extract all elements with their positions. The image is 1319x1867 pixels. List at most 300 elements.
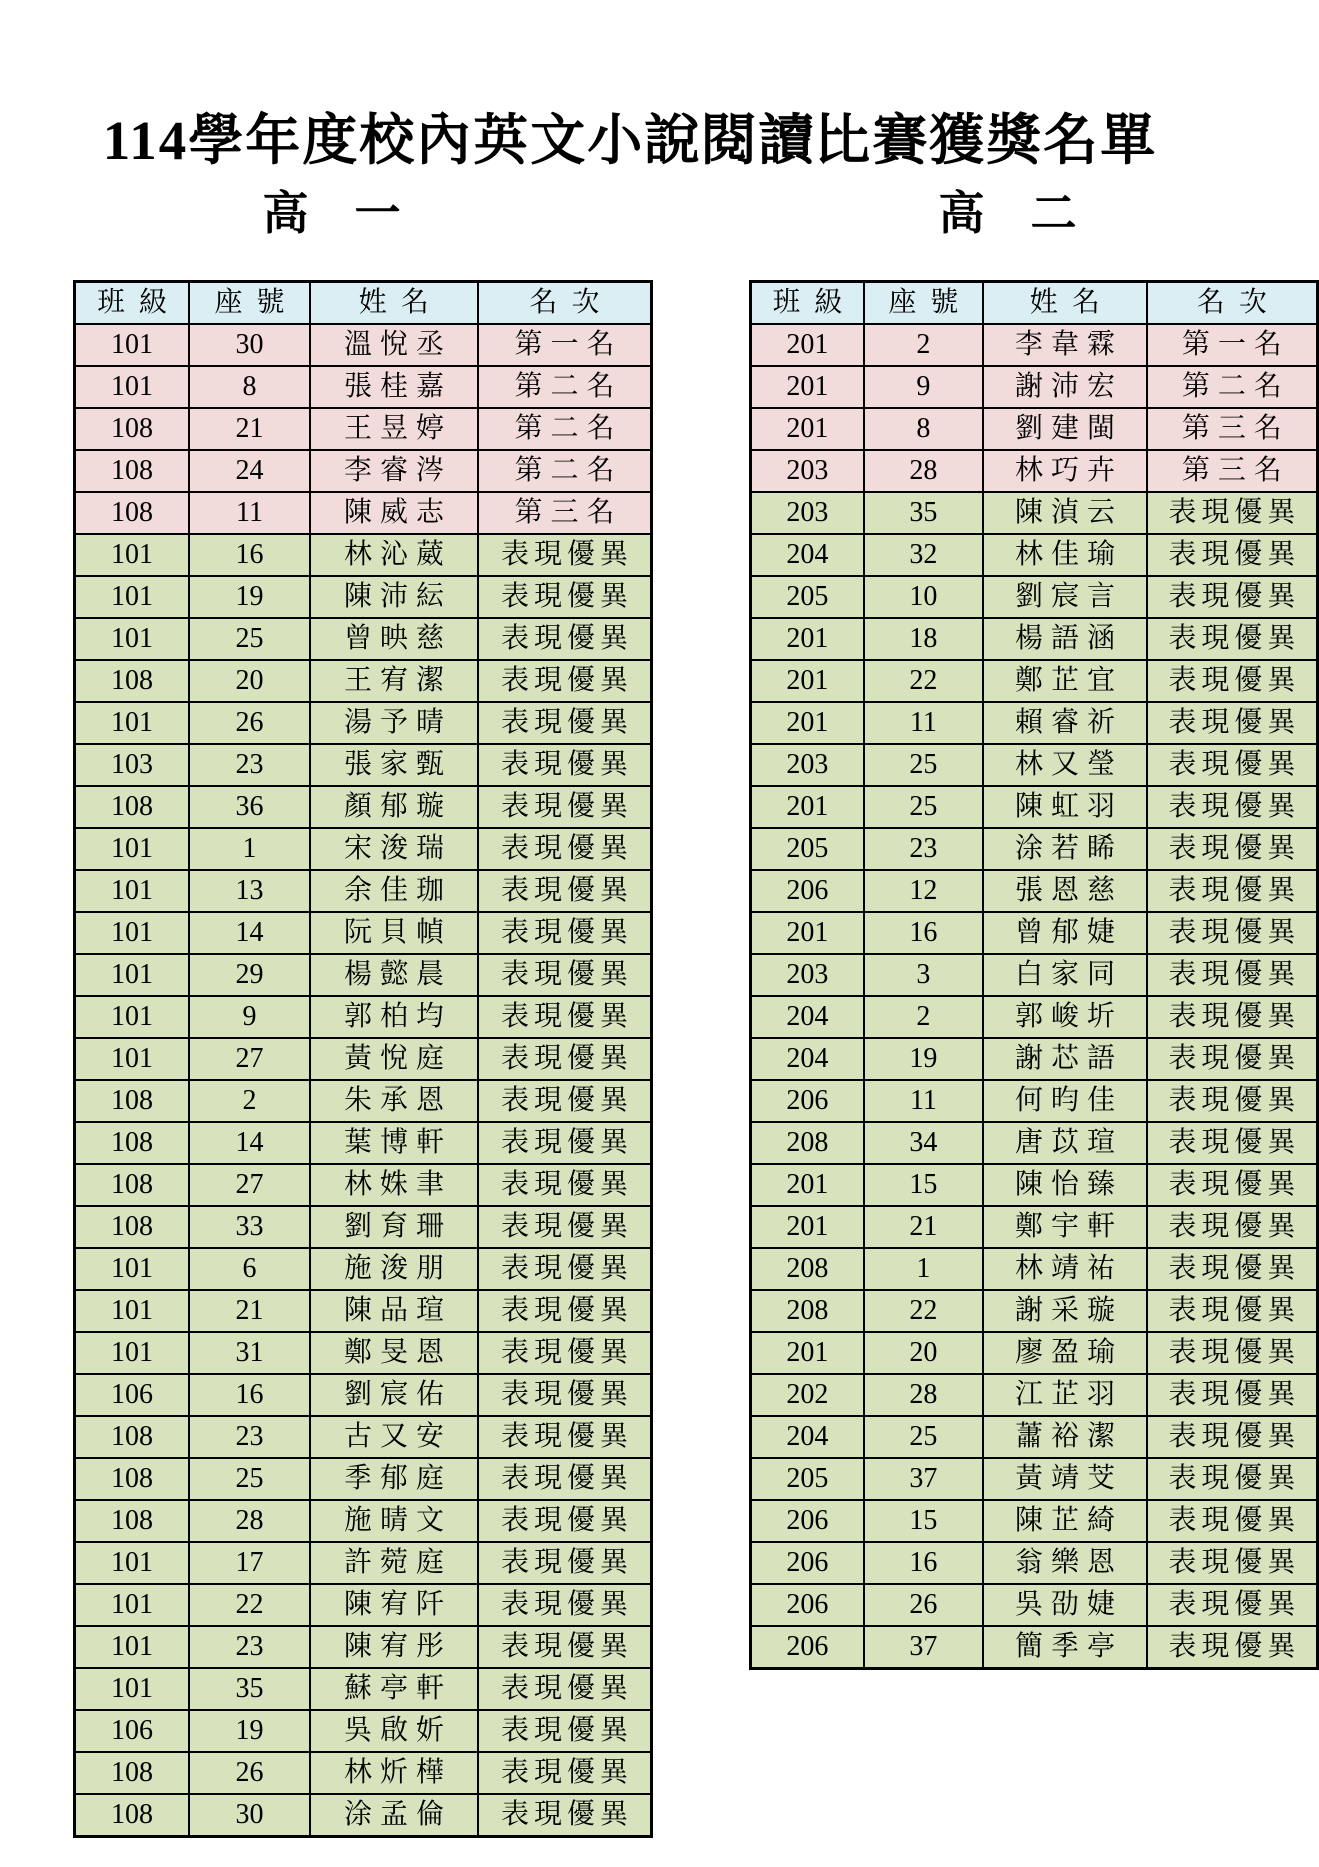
- table-row: [75, 366, 652, 408]
- name-cell: 陳芷綺: [983, 1500, 1147, 1542]
- table-row: [751, 996, 1318, 1038]
- seat-cell: 14: [189, 1122, 310, 1164]
- seat-cell: 22: [864, 660, 983, 702]
- rank-cell: 表現優異: [478, 1164, 652, 1206]
- name-cell: 鄭旻恩: [310, 1332, 478, 1374]
- column-header-0: 班級: [75, 282, 190, 325]
- rank-cell: 表現優異: [478, 1500, 652, 1542]
- rank-cell: 表現優異: [478, 618, 652, 660]
- name-cell: 陳威志: [310, 492, 478, 534]
- table-row: [75, 1626, 652, 1668]
- class-cell: 201: [751, 324, 864, 366]
- rank-cell: 表現優異: [478, 1794, 652, 1837]
- rank-cell: 表現優異: [478, 1542, 652, 1584]
- class-cell: 201: [751, 618, 864, 660]
- rank-cell: 第二名: [478, 366, 652, 408]
- seat-cell: 21: [864, 1206, 983, 1248]
- rank-cell: 表現優異: [1147, 1500, 1318, 1542]
- table-row: [751, 1584, 1318, 1626]
- seat-cell: 36: [189, 786, 310, 828]
- rank-cell: 第三名: [1147, 450, 1318, 492]
- table-row: [751, 1206, 1318, 1248]
- table-row: [751, 408, 1318, 450]
- table-row: [751, 576, 1318, 618]
- seat-cell: 2: [864, 324, 983, 366]
- table-row: [75, 1374, 652, 1416]
- seat-cell: 14: [189, 912, 310, 954]
- seat-cell: 13: [189, 870, 310, 912]
- rank-cell: 表現優異: [478, 576, 652, 618]
- table-row: [75, 576, 652, 618]
- class-cell: 101: [75, 1290, 190, 1332]
- name-cell: 林靖祐: [983, 1248, 1147, 1290]
- class-cell: 101: [75, 1038, 190, 1080]
- name-cell: 黃靖芠: [983, 1458, 1147, 1500]
- seat-cell: 9: [864, 366, 983, 408]
- class-cell: 208: [751, 1290, 864, 1332]
- seat-cell: 16: [189, 534, 310, 576]
- name-cell: 溫悅丞: [310, 324, 478, 366]
- class-cell: 101: [75, 1248, 190, 1290]
- class-cell: 101: [75, 702, 190, 744]
- seat-cell: 2: [189, 1080, 310, 1122]
- name-cell: 王宥潔: [310, 660, 478, 702]
- class-cell: 205: [751, 1458, 864, 1500]
- class-cell: 108: [75, 786, 190, 828]
- rank-cell: 表現優異: [478, 1752, 652, 1794]
- class-cell: 208: [751, 1122, 864, 1164]
- name-cell: 王昱婷: [310, 408, 478, 450]
- seat-cell: 11: [864, 702, 983, 744]
- name-cell: 郭峻圻: [983, 996, 1147, 1038]
- seat-cell: 30: [189, 1794, 310, 1837]
- rank-cell: 表現優異: [478, 1416, 652, 1458]
- seat-cell: 6: [189, 1248, 310, 1290]
- rank-cell: 表現優異: [1147, 1038, 1318, 1080]
- class-cell: 108: [75, 1122, 190, 1164]
- table-row: [751, 1500, 1318, 1542]
- seat-cell: 8: [189, 366, 310, 408]
- seat-cell: 27: [189, 1038, 310, 1080]
- class-cell: 108: [75, 1164, 190, 1206]
- table-row: [75, 1584, 652, 1626]
- seat-cell: 16: [189, 1374, 310, 1416]
- class-cell: 206: [751, 1542, 864, 1584]
- seat-cell: 22: [189, 1584, 310, 1626]
- table-row: [751, 1458, 1318, 1500]
- table-row: [75, 450, 652, 492]
- name-cell: 謝沛宏: [983, 366, 1147, 408]
- seat-cell: 37: [864, 1458, 983, 1500]
- seat-cell: 9: [189, 996, 310, 1038]
- class-cell: 206: [751, 1080, 864, 1122]
- class-cell: 202: [751, 1374, 864, 1416]
- name-cell: 曾郁婕: [983, 912, 1147, 954]
- table-row: [751, 702, 1318, 744]
- name-cell: 李睿涔: [310, 450, 478, 492]
- table-row: [75, 1038, 652, 1080]
- table-row: [75, 1080, 652, 1122]
- rank-cell: 表現優異: [1147, 1458, 1318, 1500]
- name-cell: 顏郁璇: [310, 786, 478, 828]
- rank-cell: 表現優異: [1147, 1542, 1318, 1584]
- name-cell: 廖盈瑜: [983, 1332, 1147, 1374]
- table-row: [75, 1458, 652, 1500]
- name-cell: 吳啟妡: [310, 1710, 478, 1752]
- class-cell: 204: [751, 1038, 864, 1080]
- name-cell: 宋浚瑞: [310, 828, 478, 870]
- class-cell: 203: [751, 744, 864, 786]
- name-cell: 林巧卉: [983, 450, 1147, 492]
- seat-cell: 3: [864, 954, 983, 996]
- class-cell: 108: [75, 1416, 190, 1458]
- table-row: [75, 996, 652, 1038]
- name-cell: 葉博軒: [310, 1122, 478, 1164]
- class-cell: 101: [75, 1332, 190, 1374]
- name-cell: 許菀庭: [310, 1542, 478, 1584]
- name-cell: 朱承恩: [310, 1080, 478, 1122]
- table-row: [751, 1038, 1318, 1080]
- class-cell: 201: [751, 786, 864, 828]
- seat-cell: 2: [864, 996, 983, 1038]
- class-cell: 106: [75, 1374, 190, 1416]
- seat-cell: 10: [864, 576, 983, 618]
- grade1-awards-table: [73, 280, 653, 1838]
- class-cell: 201: [751, 1164, 864, 1206]
- name-cell: 施浚朋: [310, 1248, 478, 1290]
- grade1-heading: 高 一: [262, 188, 401, 239]
- rank-cell: 表現優異: [478, 1458, 652, 1500]
- name-cell: 楊懿晨: [310, 954, 478, 996]
- table-row: [751, 1080, 1318, 1122]
- rank-cell: 表現優異: [1147, 828, 1318, 870]
- rank-cell: 表現優異: [1147, 702, 1318, 744]
- rank-cell: 表現優異: [478, 1668, 652, 1710]
- name-cell: 翁樂恩: [983, 1542, 1147, 1584]
- class-cell: 101: [75, 618, 190, 660]
- name-cell: 劉宸言: [983, 576, 1147, 618]
- table-row: [75, 618, 652, 660]
- seat-cell: 22: [864, 1290, 983, 1332]
- rank-cell: 表現優異: [1147, 744, 1318, 786]
- class-cell: 201: [751, 702, 864, 744]
- name-cell: 林佳瑜: [983, 534, 1147, 576]
- rank-cell: 表現優異: [478, 912, 652, 954]
- name-cell: 李韋霖: [983, 324, 1147, 366]
- name-cell: 何昀佳: [983, 1080, 1147, 1122]
- class-cell: 204: [751, 534, 864, 576]
- rank-cell: 表現優異: [1147, 534, 1318, 576]
- rank-cell: 表現優異: [478, 1332, 652, 1374]
- seat-cell: 25: [189, 618, 310, 660]
- table-row: [75, 1542, 652, 1584]
- seat-cell: 35: [189, 1668, 310, 1710]
- rank-cell: 第三名: [1147, 408, 1318, 450]
- name-cell: 涂若睎: [983, 828, 1147, 870]
- table-row: [751, 618, 1318, 660]
- table-row: [75, 1500, 652, 1542]
- class-cell: 101: [75, 996, 190, 1038]
- class-cell: 108: [75, 408, 190, 450]
- seat-cell: 23: [189, 1626, 310, 1668]
- seat-cell: 11: [864, 1080, 983, 1122]
- seat-cell: 29: [189, 954, 310, 996]
- table-row: [751, 828, 1318, 870]
- name-cell: 張恩慈: [983, 870, 1147, 912]
- table-row: [751, 744, 1318, 786]
- seat-cell: 12: [864, 870, 983, 912]
- table-row: [75, 786, 652, 828]
- rank-cell: 表現優異: [478, 996, 652, 1038]
- name-cell: 涂孟倫: [310, 1794, 478, 1837]
- table-row: [75, 1332, 652, 1374]
- rank-cell: 表現優異: [1147, 1374, 1318, 1416]
- seat-cell: 1: [864, 1248, 983, 1290]
- class-cell: 201: [751, 366, 864, 408]
- name-cell: 陳湞云: [983, 492, 1147, 534]
- rank-cell: 表現優異: [1147, 660, 1318, 702]
- seat-cell: 32: [864, 534, 983, 576]
- name-cell: 謝采璇: [983, 1290, 1147, 1332]
- name-cell: 謝芯語: [983, 1038, 1147, 1080]
- class-cell: 108: [75, 492, 190, 534]
- name-cell: 劉建閩: [983, 408, 1147, 450]
- seat-cell: 15: [864, 1500, 983, 1542]
- table-row: [751, 450, 1318, 492]
- class-cell: 101: [75, 870, 190, 912]
- name-cell: 陳沛紜: [310, 576, 478, 618]
- seat-cell: 8: [864, 408, 983, 450]
- rank-cell: 表現優異: [1147, 576, 1318, 618]
- name-cell: 林沁葳: [310, 534, 478, 576]
- name-cell: 唐苡瑄: [983, 1122, 1147, 1164]
- seat-cell: 21: [189, 408, 310, 450]
- seat-cell: 16: [864, 912, 983, 954]
- name-cell: 陳宥彤: [310, 1626, 478, 1668]
- seat-cell: 20: [864, 1332, 983, 1374]
- rank-cell: 表現優異: [1147, 996, 1318, 1038]
- name-cell: 林姝聿: [310, 1164, 478, 1206]
- rank-cell: 表現優異: [478, 870, 652, 912]
- table-row: [751, 1542, 1318, 1584]
- name-cell: 劉育珊: [310, 1206, 478, 1248]
- column-header-3: 名次: [478, 282, 652, 325]
- name-cell: 吳劭婕: [983, 1584, 1147, 1626]
- header-row: [75, 282, 652, 325]
- seat-cell: 19: [189, 1710, 310, 1752]
- table-row: [75, 324, 652, 366]
- table-row: [751, 1290, 1318, 1332]
- table-row: [75, 1248, 652, 1290]
- table-row: [75, 1164, 652, 1206]
- class-cell: 206: [751, 1584, 864, 1626]
- class-cell: 201: [751, 660, 864, 702]
- table-row: [75, 912, 652, 954]
- table-row: [751, 324, 1318, 366]
- column-header-1: 座號: [189, 282, 310, 325]
- seat-cell: 25: [864, 1416, 983, 1458]
- class-cell: 206: [751, 1626, 864, 1669]
- seat-cell: 16: [864, 1542, 983, 1584]
- rank-cell: 表現優異: [478, 1626, 652, 1668]
- table-row: [75, 1290, 652, 1332]
- class-cell: 203: [751, 954, 864, 996]
- rank-cell: 表現優異: [1147, 1248, 1318, 1290]
- seat-cell: 28: [189, 1500, 310, 1542]
- class-cell: 203: [751, 450, 864, 492]
- seat-cell: 21: [189, 1290, 310, 1332]
- table-row: [75, 1206, 652, 1248]
- rank-cell: 表現優異: [478, 828, 652, 870]
- column-header-2: 姓名: [983, 282, 1147, 325]
- table-row: [75, 954, 652, 996]
- table-row: [75, 1416, 652, 1458]
- class-cell: 101: [75, 828, 190, 870]
- class-cell: 201: [751, 912, 864, 954]
- class-cell: 108: [75, 450, 190, 492]
- table-row: [751, 912, 1318, 954]
- seat-cell: 23: [189, 1416, 310, 1458]
- seat-cell: 20: [189, 660, 310, 702]
- rank-cell: 表現優異: [478, 1122, 652, 1164]
- name-cell: 楊語涵: [983, 618, 1147, 660]
- class-cell: 204: [751, 1416, 864, 1458]
- name-cell: 郭柏均: [310, 996, 478, 1038]
- class-cell: 203: [751, 492, 864, 534]
- class-cell: 101: [75, 1584, 190, 1626]
- column-header-2: 姓名: [310, 282, 478, 325]
- rank-cell: 第二名: [478, 408, 652, 450]
- seat-cell: 31: [189, 1332, 310, 1374]
- rank-cell: 表現優異: [478, 1206, 652, 1248]
- seat-cell: 19: [189, 576, 310, 618]
- table-row: [75, 1668, 652, 1710]
- table-row: [75, 1794, 652, 1837]
- name-cell: 鄭宇軒: [983, 1206, 1147, 1248]
- rank-cell: 表現優異: [478, 1290, 652, 1332]
- table-row: [75, 492, 652, 534]
- class-cell: 103: [75, 744, 190, 786]
- table-row: [751, 1248, 1318, 1290]
- page-title: 114學年度校內英文小說閱讀比賽獲獎名單: [102, 110, 1158, 171]
- name-cell: 陳虹羽: [983, 786, 1147, 828]
- table-row: [751, 1122, 1318, 1164]
- rank-cell: 表現優異: [1147, 1584, 1318, 1626]
- class-cell: 108: [75, 1794, 190, 1837]
- table-row: [75, 828, 652, 870]
- table-row: [751, 870, 1318, 912]
- rank-cell: 第二名: [478, 450, 652, 492]
- class-cell: 201: [751, 408, 864, 450]
- rank-cell: 表現優異: [1147, 870, 1318, 912]
- table-row: [75, 870, 652, 912]
- class-cell: 108: [75, 1500, 190, 1542]
- grade2-awards-table: [749, 280, 1319, 1670]
- table-row: [751, 534, 1318, 576]
- class-cell: 108: [75, 1206, 190, 1248]
- class-cell: 108: [75, 660, 190, 702]
- class-cell: 108: [75, 1080, 190, 1122]
- column-header-1: 座號: [864, 282, 983, 325]
- class-cell: 204: [751, 996, 864, 1038]
- name-cell: 簡季亭: [983, 1626, 1147, 1669]
- name-cell: 張桂嘉: [310, 366, 478, 408]
- seat-cell: 11: [189, 492, 310, 534]
- seat-cell: 26: [189, 1752, 310, 1794]
- class-cell: 108: [75, 1458, 190, 1500]
- table-row: [75, 702, 652, 744]
- table-row: [751, 1374, 1318, 1416]
- class-cell: 101: [75, 1626, 190, 1668]
- rank-cell: 表現優異: [478, 1710, 652, 1752]
- rank-cell: 表現優異: [1147, 618, 1318, 660]
- grade2-heading: 高 二: [938, 188, 1077, 239]
- class-cell: 205: [751, 576, 864, 618]
- name-cell: 曾映慈: [310, 618, 478, 660]
- seat-cell: 19: [864, 1038, 983, 1080]
- rank-cell: 表現優異: [478, 660, 652, 702]
- rank-cell: 表現優異: [478, 1584, 652, 1626]
- rank-cell: 第一名: [478, 324, 652, 366]
- rank-cell: 表現優異: [1147, 1626, 1318, 1669]
- class-cell: 101: [75, 1668, 190, 1710]
- rank-cell: 表現優異: [478, 1248, 652, 1290]
- rank-cell: 表現優異: [1147, 1332, 1318, 1374]
- table-row: [751, 786, 1318, 828]
- rank-cell: 表現優異: [1147, 1206, 1318, 1248]
- rank-cell: 表現優異: [478, 534, 652, 576]
- seat-cell: 23: [864, 828, 983, 870]
- name-cell: 陳宥阡: [310, 1584, 478, 1626]
- table-row: [751, 1626, 1318, 1669]
- name-cell: 白家同: [983, 954, 1147, 996]
- table-row: [75, 660, 652, 702]
- class-cell: 201: [751, 1206, 864, 1248]
- seat-cell: 34: [864, 1122, 983, 1164]
- seat-cell: 25: [864, 744, 983, 786]
- name-cell: 鄭芷宜: [983, 660, 1147, 702]
- seat-cell: 26: [864, 1584, 983, 1626]
- seat-cell: 17: [189, 1542, 310, 1584]
- class-cell: 101: [75, 366, 190, 408]
- name-cell: 陳品瑄: [310, 1290, 478, 1332]
- rank-cell: 表現優異: [478, 1374, 652, 1416]
- table-row: [75, 534, 652, 576]
- name-cell: 湯予晴: [310, 702, 478, 744]
- seat-cell: 27: [189, 1164, 310, 1206]
- rank-cell: 表現優異: [1147, 1290, 1318, 1332]
- class-cell: 101: [75, 534, 190, 576]
- rank-cell: 表現優異: [1147, 492, 1318, 534]
- column-header-0: 班級: [751, 282, 864, 325]
- class-cell: 206: [751, 870, 864, 912]
- table-row: [751, 366, 1318, 408]
- rank-cell: 表現優異: [1147, 1080, 1318, 1122]
- rank-cell: 表現優異: [478, 1080, 652, 1122]
- name-cell: 蘇亭軒: [310, 1668, 478, 1710]
- seat-cell: 25: [864, 786, 983, 828]
- name-cell: 蕭裕潔: [983, 1416, 1147, 1458]
- table-row: [751, 1416, 1318, 1458]
- class-cell: 206: [751, 1500, 864, 1542]
- rank-cell: 表現優異: [1147, 786, 1318, 828]
- class-cell: 101: [75, 954, 190, 996]
- name-cell: 江芷羽: [983, 1374, 1147, 1416]
- seat-cell: 24: [189, 450, 310, 492]
- seat-cell: 1: [189, 828, 310, 870]
- rank-cell: 第一名: [1147, 324, 1318, 366]
- seat-cell: 35: [864, 492, 983, 534]
